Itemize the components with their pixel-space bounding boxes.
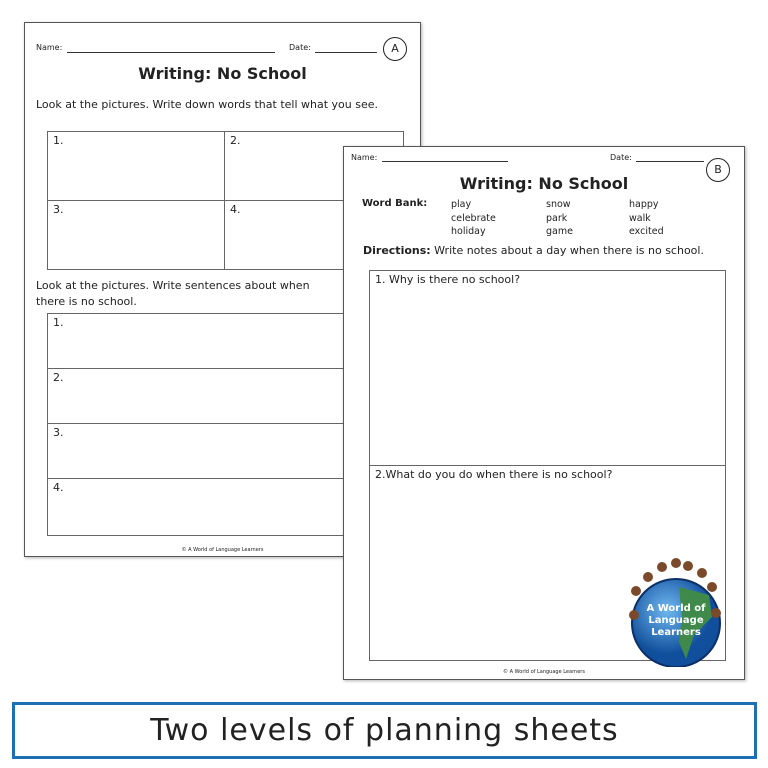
worksheet-title: Writing: No School <box>459 174 629 193</box>
grid-cell: 4. <box>224 200 404 270</box>
svg-text:Learners: Learners <box>651 627 701 638</box>
word: walk <box>629 212 651 224</box>
worksheet-level-b <box>343 146 745 680</box>
level-badge: A <box>383 37 407 61</box>
word-bank-label: Word Bank: <box>362 198 428 209</box>
grid-cell: 2. <box>224 131 404 201</box>
sentence-row: 3. <box>47 423 404 479</box>
sentence-row: 4. <box>47 478 404 536</box>
svg-text:A World of: A World of <box>646 603 706 614</box>
grid-cell: 1. <box>47 131 225 201</box>
word-bank <box>451 198 689 239</box>
directions-text: Write notes about a day when there is no school. <box>434 244 704 257</box>
word: happy <box>629 199 659 210</box>
footer: © A World of Language Learners <box>181 547 264 553</box>
date-label: Date: <box>610 153 632 162</box>
date-line <box>636 161 704 162</box>
instruction-2: Look at the pictures. Write sentences about when there is no school. <box>36 279 310 308</box>
word: play <box>451 199 472 210</box>
name-line <box>67 52 275 53</box>
name-label: Name: <box>351 153 378 162</box>
word: park <box>546 212 568 224</box>
question-box-2: 2.What do you do when there is no school? <box>369 465 726 661</box>
name-line <box>382 161 508 162</box>
date-label: Date: <box>289 43 311 52</box>
word: snow <box>546 199 571 210</box>
worksheet-title: Writing: No School <box>138 64 307 83</box>
word: celebrate <box>451 212 496 224</box>
level-badge: B <box>706 158 730 182</box>
world-of-language-learners-logo <box>624 547 728 667</box>
question-box-1: 1. Why is there no school? <box>369 270 726 466</box>
word: holiday <box>451 226 486 237</box>
grid-cell: 3. <box>47 200 225 270</box>
caption: Two levels of planning sheets <box>12 702 757 759</box>
directions <box>363 244 704 257</box>
sentence-row: 1. <box>47 313 404 369</box>
date-line <box>315 52 377 53</box>
sentence-row: 2. <box>47 368 404 424</box>
word: excited <box>629 226 664 237</box>
name-label: Name: <box>36 43 63 52</box>
svg-text:Language: Language <box>648 615 704 626</box>
word: game <box>546 226 573 237</box>
instruction-1: Look at the pictures. Write down words that tell what you see. <box>36 98 378 111</box>
directions-label: Directions: <box>363 244 431 257</box>
footer: © A World of Language Learners <box>503 669 585 675</box>
